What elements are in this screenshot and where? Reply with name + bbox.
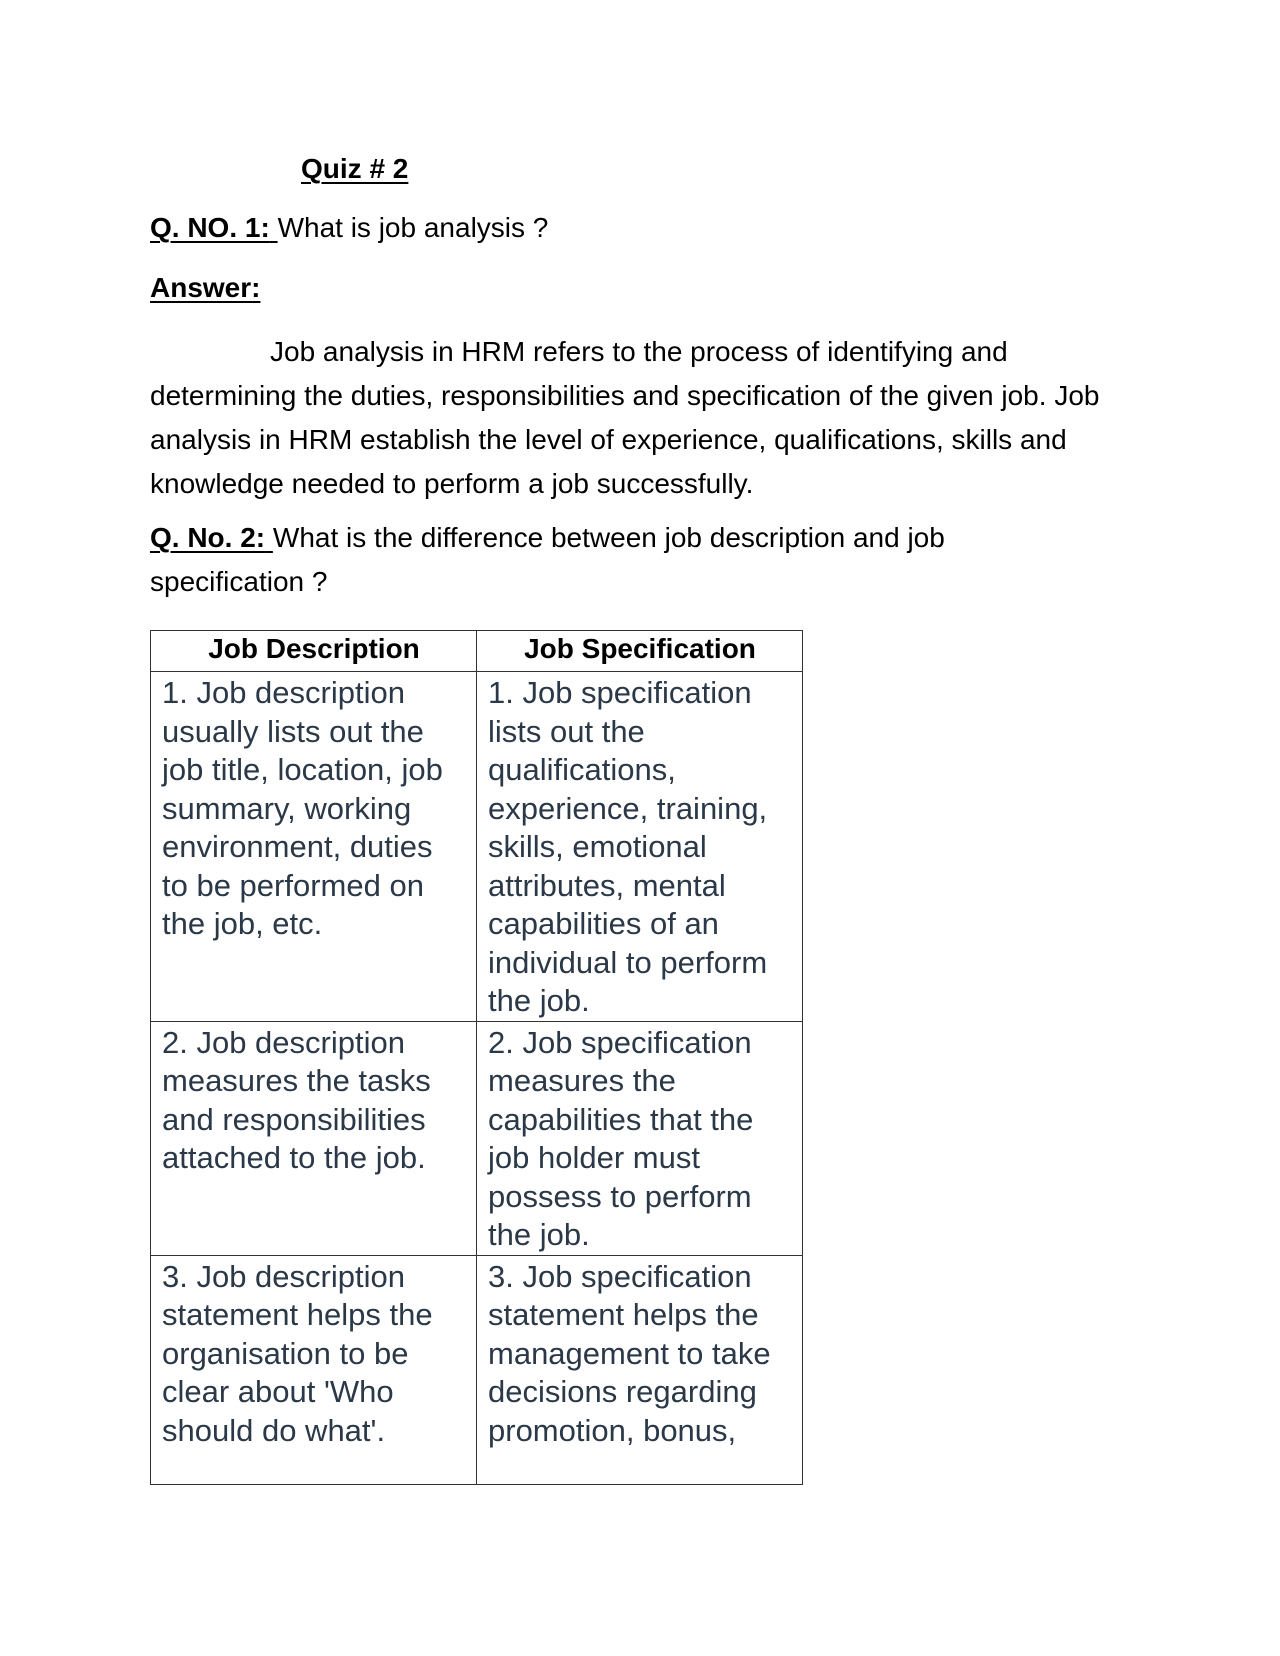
specification-cell: 1. Job specification lists out the qualifications, experience, training, skills, emotional attributes, mental capabilities of an individual to perform the job. bbox=[477, 672, 803, 1022]
table-row bbox=[151, 1021, 803, 1255]
comparison-table bbox=[150, 630, 803, 1485]
quiz-title: Quiz # 2 bbox=[301, 153, 409, 184]
table-row bbox=[151, 1255, 803, 1484]
description-cell: 1. Job description usually lists out the job title, location, job summary, working environment, duties to be performed on the job, etc. bbox=[151, 672, 477, 1022]
table-row bbox=[151, 672, 803, 1022]
description-cell: 2. Job description measures the tasks and responsibilities attached to the job. bbox=[151, 1021, 477, 1255]
question-2-text: What is the difference between job description and job specification ? bbox=[150, 522, 945, 597]
question-1-text: What is job analysis ? bbox=[277, 212, 549, 243]
answer-label: Answer: bbox=[150, 272, 261, 303]
header-job-specification: Job Specification bbox=[477, 631, 803, 672]
question-1-number: Q. NO. 1: bbox=[150, 212, 270, 243]
header-job-description: Job Description bbox=[151, 631, 477, 672]
specification-cell: 2. Job specification measures the capabilities that the job holder must possess to perform the job. bbox=[477, 1021, 803, 1255]
question-1 bbox=[150, 206, 548, 250]
question-2 bbox=[150, 516, 1050, 604]
table-header-row bbox=[151, 631, 803, 672]
specification-cell: 3. Job specification statement helps the management to take decisions regarding promotion, bonus, bbox=[477, 1255, 803, 1484]
question-2-number: Q. No. 2: bbox=[150, 522, 266, 553]
description-cell: 3. Job description statement helps the organisation to be clear about 'Who should do what'. bbox=[151, 1255, 477, 1484]
answer-paragraph: Job analysis in HRM refers to the process of identifying and determining the duties, responsibilities and specification of the given job. Job analysis in HRM establish the level of experience, qualifications, skills and knowledge needed to perform a job successfully. bbox=[150, 336, 1100, 499]
